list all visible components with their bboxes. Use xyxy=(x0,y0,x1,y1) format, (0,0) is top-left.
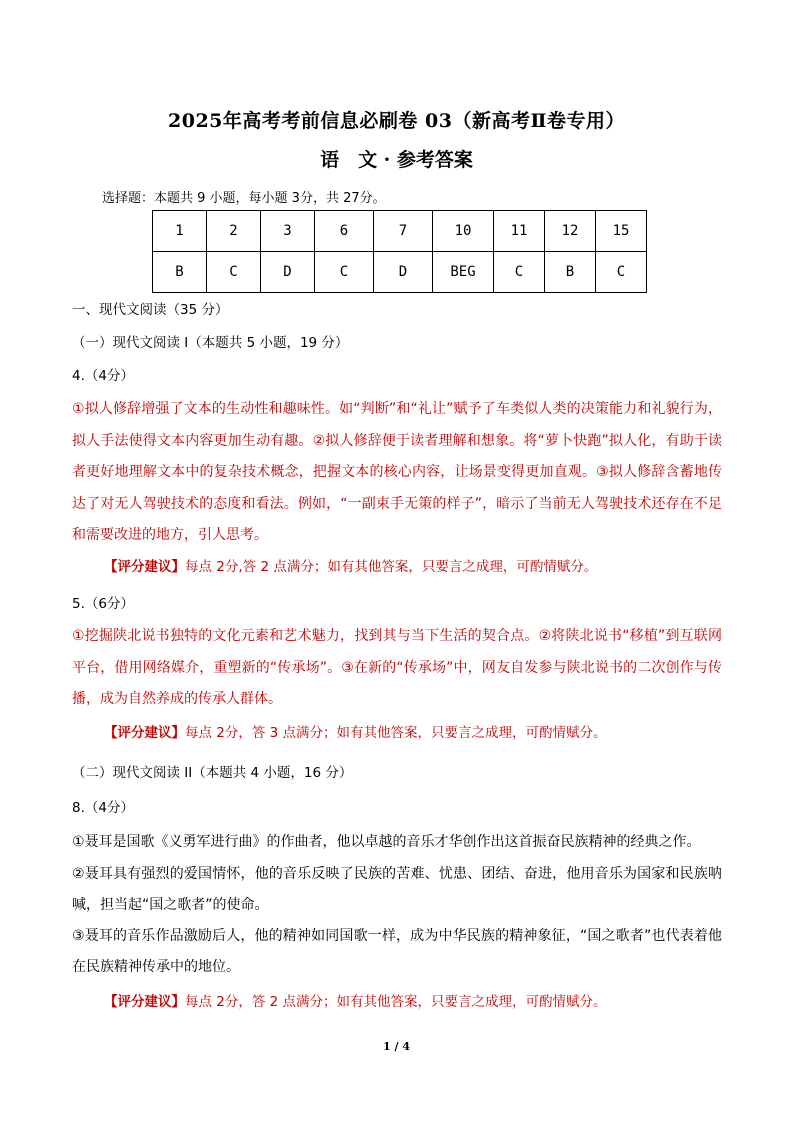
page-number: 1 / 4 xyxy=(383,1040,410,1053)
page-subtitle: 语 文 · 参考答案 xyxy=(320,149,473,171)
subsection-heading: （二）现代文阅读 II（本题共 4 小题，16 分） xyxy=(72,765,353,781)
question-number-cell: 6 xyxy=(315,211,374,252)
choice-intro: 选择题：本题共 9 小题，每小题 3分，共 27分。 xyxy=(102,191,386,206)
scoring-tip-label: 【评分建议】 xyxy=(104,725,185,741)
question-number-cell: 12 xyxy=(545,211,596,252)
scoring-tip-text: 每点 2分,答 2 点满分；如有其他答案，只要言之成理，可酌情赋分。 xyxy=(185,559,598,575)
scoring-tip xyxy=(104,990,607,1010)
answer-cell: D xyxy=(261,252,315,293)
answer-point: ①聂耳是国歌《义勇军进行曲》的作曲者，他以卓越的音乐才华创作出这首振奋民族精神的经典之作。 xyxy=(72,834,701,850)
answer-cell: BEG xyxy=(433,252,494,293)
subsection-heading: （一）现代文阅读 I（本题共 5 小题，19 分） xyxy=(72,335,349,351)
question-number-cell: 15 xyxy=(596,211,647,252)
answer-point: ②聂耳具有强烈的爱国情怀，他的音乐反映了民族的苦难、忧患、团结、奋进，他用音乐为国家和民族呐喊，担当起“国之歌者”的使命。 xyxy=(72,866,722,913)
question-number-cell: 3 xyxy=(261,211,315,252)
answer-cell: D xyxy=(374,252,433,293)
scoring-tip-label: 【评分建议】 xyxy=(104,559,185,575)
question-label: 5.（6分） xyxy=(72,596,134,612)
answer-cell: C xyxy=(207,252,261,293)
scoring-tip-text: 每点 2分，答 3 点满分；如有其他答案，只要言之成理，可酌情赋分。 xyxy=(185,725,607,741)
answer-table-answer-row xyxy=(153,252,647,293)
question-label: 4.（4分） xyxy=(72,368,134,384)
scoring-tip-text: 每点 2分，答 2 点满分；如有其他答案，只要言之成理，可酌情赋分。 xyxy=(185,994,607,1010)
answer-cell: B xyxy=(153,252,207,293)
scoring-tip xyxy=(104,555,597,575)
answer-paragraph: ①拟人修辞增强了文本的生动性和趣味性。如“判断”和“礼让”赋予了车类似人类的决策能力和礼貌行为，拟人手法使得文本内容更加生动有趣。②拟人修辞便于读者理解和想象。将“萝卜快跑”拟人化，有助于读者更好地理解文本中的复杂技术概念，把握文本的核心内容，让场景变得更加直观。③拟人修辞含蓄地传达了对无人驾驶技术的态度和看法。例如，“一副束手无策的样子”，暗示了当前无人驾驶技术还存在不足和需要改进的地方，引人思考。 xyxy=(72,401,722,543)
question-number-cell: 1 xyxy=(153,211,207,252)
answer-table xyxy=(152,210,647,293)
answer-cell: C xyxy=(494,252,545,293)
answer-paragraph: ①挖掘陕北说书独特的文化元素和艺术魅力，找到其与当下生活的契合点。②将陕北说书“移植”到互联网平台，借用网络媒介，重塑新的“传承场”。③在新的“传承场”中，网友自发参与陕北说书的二次创作与传播，成为自然养成的传承人群体。 xyxy=(72,628,722,707)
scoring-tip xyxy=(104,721,607,741)
answer-table-number-row xyxy=(153,211,647,252)
section-heading: 一、现代文阅读（35 分） xyxy=(72,302,229,318)
answer-point: ③聂耳的音乐作品激励后人，他的精神如同国歌一样，成为中华民族的精神象征，“国之歌者”也代表着他在民族精神传承中的地位。 xyxy=(72,928,722,975)
question-number-cell: 11 xyxy=(494,211,545,252)
page-title: 2025年高考考前信息必刷卷 03（新高考Ⅱ卷专用） xyxy=(168,110,625,132)
question-number-cell: 7 xyxy=(374,211,433,252)
answer-cell: C xyxy=(315,252,374,293)
question-label: 8.（4分） xyxy=(72,800,134,816)
question-number-cell: 10 xyxy=(433,211,494,252)
scoring-tip-label: 【评分建议】 xyxy=(104,994,185,1010)
answer-cell: B xyxy=(545,252,596,293)
question-number-cell: 2 xyxy=(207,211,261,252)
answer-cell: C xyxy=(596,252,647,293)
